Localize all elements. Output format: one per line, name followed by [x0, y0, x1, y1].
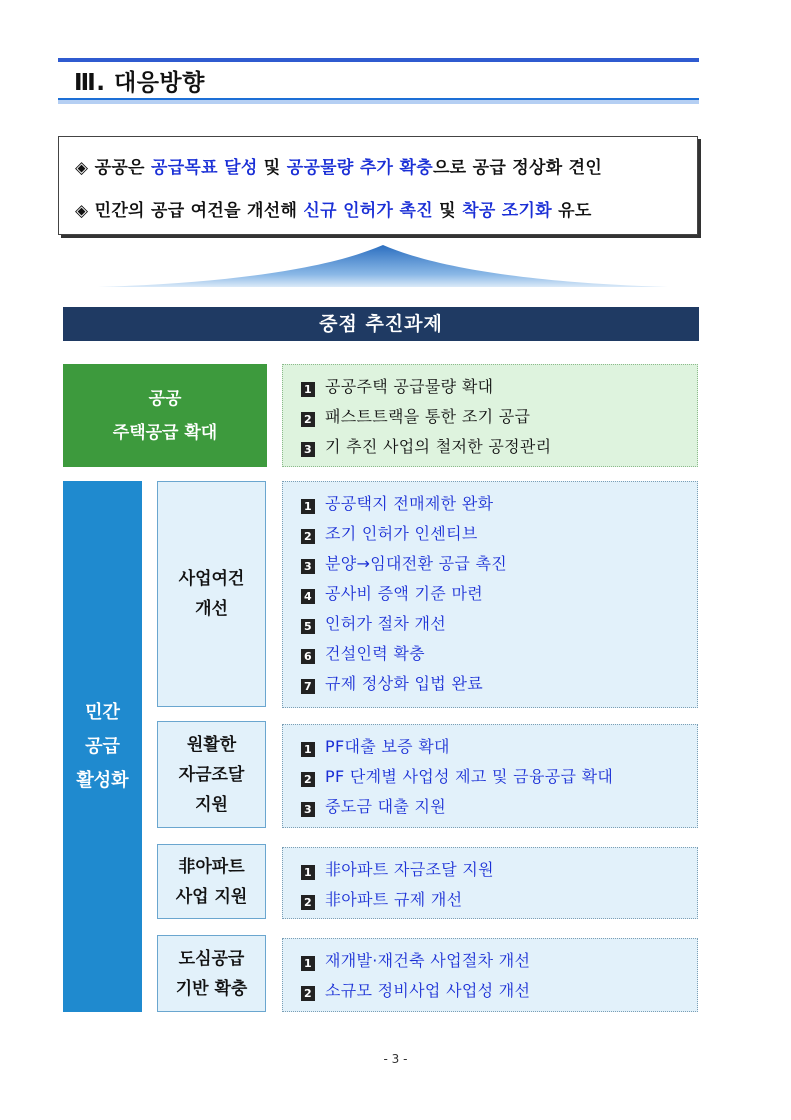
business-conditions-items-box [282, 481, 698, 708]
list-item [301, 519, 697, 549]
subcategory-urban-supply [157, 935, 266, 1012]
diamond-bullet-icon: ◈ [75, 201, 89, 221]
non-apartment-items-box [282, 847, 698, 919]
list-item [301, 639, 697, 669]
item-text: 인허가 절차 개선 [325, 614, 447, 633]
subcategory-label: 자금조달 [178, 764, 245, 785]
summary-phrase: 및 [257, 158, 287, 178]
subcategory-label: 개선 [195, 599, 228, 619]
list-item [301, 669, 697, 699]
list-item [301, 885, 697, 915]
number-badge-icon: 3 [301, 802, 315, 817]
public-items-box [282, 364, 698, 467]
summary-phrase: 및 [432, 201, 463, 221]
number-badge-icon: 2 [301, 412, 315, 427]
item-text: 패스트트랙을 통한 조기 공급 [325, 407, 531, 426]
subcategory-label: 사업 지원 [175, 886, 248, 907]
list-item [301, 549, 697, 579]
up-arrow-icon [98, 243, 668, 289]
subcategory-business-conditions [157, 481, 266, 707]
financing-items-box [282, 724, 698, 828]
urban-supply-items-box [282, 938, 698, 1012]
highlighted-phrase: 공공물량 추가 확충 [286, 158, 433, 178]
summary-line-2 [75, 196, 592, 221]
highlighted-phrase: 공급목표 달성 [150, 158, 258, 178]
page-number: - 3 - [383, 1052, 408, 1066]
number-badge-icon: 6 [301, 649, 315, 664]
number-badge-icon: 1 [301, 956, 315, 971]
subcategory-label: 원활한 [186, 734, 237, 755]
number-badge-icon: 2 [301, 986, 315, 1001]
number-badge-icon: 1 [301, 499, 315, 514]
category-private-line2: 공급 [85, 735, 120, 757]
summary-phrase: 민간의 공급 여건을 개선해 [94, 201, 304, 221]
subcategory-label: 기반 확충 [175, 978, 248, 999]
item-text: 건설인력 확충 [325, 644, 425, 663]
subcategory-label: 사업여건 [178, 569, 245, 589]
highlighted-phrase: 신규 인허가 촉진 [303, 201, 433, 221]
number-badge-icon: 2 [301, 529, 315, 544]
summary-line-2-text [95, 201, 592, 221]
item-text: 기 추진 사업의 철저한 공정관리 [325, 437, 552, 456]
item-text: 중도금 대출 지원 [325, 797, 447, 816]
list-item [301, 976, 697, 1006]
list-item [301, 489, 697, 519]
list-item [301, 792, 697, 822]
list-item [301, 609, 697, 639]
number-badge-icon: 7 [301, 679, 315, 694]
item-text: 非아파트 자금조달 지원 [325, 860, 494, 879]
category-private-line3: 활성화 [76, 769, 129, 791]
list-item [301, 579, 697, 609]
summary-phrase: 유도 [551, 201, 592, 221]
summary-phrase: 공공은 [94, 158, 151, 178]
item-text: 분양→임대전환 공급 촉진 [325, 554, 508, 573]
list-item [301, 732, 697, 762]
item-text: 공사비 증액 기준 마련 [325, 584, 483, 603]
item-text: 공공주택 공급물량 확대 [325, 377, 494, 396]
item-text: 소규모 정비사업 사업성 개선 [325, 981, 531, 1000]
category-public [63, 364, 267, 467]
subcategory-non-apartment [157, 844, 266, 919]
diamond-bullet-icon: ◈ [75, 158, 89, 178]
summary-box [58, 136, 698, 235]
number-badge-icon: 4 [301, 589, 315, 604]
item-text: 공공택지 전매제한 완화 [325, 494, 494, 513]
section-top-rule [58, 58, 699, 62]
number-badge-icon: 5 [301, 619, 315, 634]
list-item [301, 432, 697, 462]
subcategory-label: 지원 [195, 794, 228, 815]
category-public-line1: 공공 [148, 388, 182, 409]
list-item [301, 946, 697, 976]
section-title: Ⅲ. 대응방향 [74, 70, 205, 96]
list-item [301, 855, 697, 885]
item-text: 재개발·재건축 사업절차 개선 [325, 951, 531, 970]
summary-phrase: 으로 공급 정상화 견인 [432, 158, 603, 178]
category-private [63, 481, 142, 1012]
item-text: PF대출 보증 확대 [325, 737, 450, 756]
highlighted-phrase: 착공 조기화 [462, 201, 552, 221]
subcategory-label: 도심공급 [178, 948, 245, 969]
number-badge-icon: 1 [301, 742, 315, 757]
category-private-line1: 민간 [85, 701, 120, 723]
subcategory-financing [157, 721, 266, 828]
item-text: 규제 정상화 입법 완료 [325, 674, 483, 693]
summary-line-1-text [95, 158, 603, 178]
item-text: 非아파트 규제 개선 [325, 890, 463, 909]
number-badge-icon: 2 [301, 895, 315, 910]
number-badge-icon: 3 [301, 559, 315, 574]
key-tasks-header: 중점 추진과제 [63, 307, 699, 341]
item-text: 조기 인허가 인센티브 [325, 524, 478, 543]
category-public-line2: 주택공급 확대 [112, 422, 218, 443]
number-badge-icon: 1 [301, 382, 315, 397]
section-bottom-rule [58, 98, 699, 104]
list-item [301, 402, 697, 432]
number-badge-icon: 2 [301, 772, 315, 787]
list-item [301, 372, 697, 402]
item-text: PF 단계별 사업성 제고 및 금융공급 확대 [325, 767, 614, 786]
number-badge-icon: 3 [301, 442, 315, 457]
summary-line-1 [75, 153, 602, 178]
list-item [301, 762, 697, 792]
number-badge-icon: 1 [301, 865, 315, 880]
subcategory-label: 非아파트 [178, 856, 245, 877]
